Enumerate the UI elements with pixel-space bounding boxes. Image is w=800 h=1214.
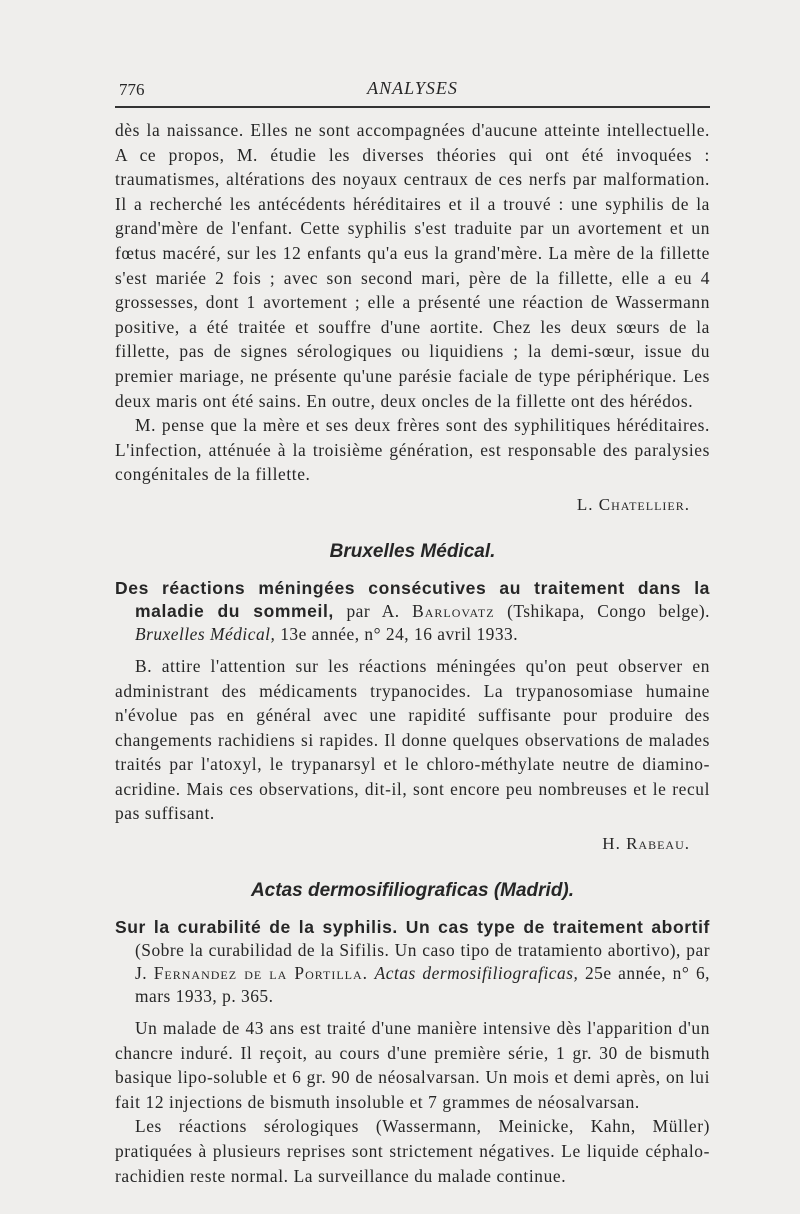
article-author: Fernandez de la Portilla.: [153, 963, 369, 984]
article-source: Bruxelles Médical,: [135, 623, 276, 644]
article-source: Actas dermosifiliograficas,: [374, 963, 579, 984]
body-paragraph: dès la naissance. Elles ne sont accompagnées d'aucune atteinte intellectuelle. A ce propos, M. étudie les diverses théories qui ont été invoquées : traumatismes, altérations des noyaux centraux de ces nerfs par malformation. Il a recherché les antécédents héréditaires et il a trouvé : une syphilis de la grand'mère de l'enfant. Cette syphilis s'est traduite par un avortement et un fœtus macéré, sur les 12 enfants qu'a eus la grand'mère. La mère de la fillette s'est mariée 2 fois ; avec son second mari, père de la fillette, elle a eu 4 grossesses, dont 1 avortement ; elle a présenté une réaction de Wassermann positive, a été traitée et souffre d'une aortite. Chez les deux sœurs de la fillette, pas de signes sérologiques ou liquidiens ; la demi-sœur, issue du premier mariage, ne présente qu'une parésie faciale de type périphérique. Les deux maris ont été sains. En outre, deux oncles de la fillette ont des hérédos.: [115, 120, 710, 411]
article-title-text: Des réactions méningées consécutives au traitement dans la maladie du sommeil,: [115, 577, 710, 621]
body-paragraph: Un malade de 43 ans est traité d'une manière intensive dès l'apparition d'un chancre induré. Il reçoit, au cours d'une première série, 1 gr. 30 de bismuth basique lipo-soluble et 6 gr. 90 de néosalvarsan. Un mois et demi après, on lui fait 12 injections de bismuth insoluble et 7 grammes de néosalvarsan.: [115, 1018, 710, 1112]
journal-heading: Actas dermosifiliograficas (Madrid).: [250, 880, 575, 902]
signature: [115, 834, 690, 854]
body-paragraph: M. pense que la mère et ses deux frères sont des syphilitiques héréditaires. L'infection, atténuée à la troisième génération, est responsable des paralysies congénitales de la fillette.: [115, 415, 710, 485]
running-title: ANALYSES: [367, 78, 458, 98]
running-head: [115, 74, 710, 100]
article-reference: 13e année, n° 24, 16 avril 1933.: [280, 623, 519, 644]
article-by: par A.: [346, 600, 400, 621]
article-title-text: Sur la curabilité de la syphilis. Un cas type de traitement abortif: [115, 917, 710, 938]
header-rule: [115, 106, 710, 108]
article-title: [115, 577, 710, 646]
article-author: Barlovatz: [412, 600, 495, 621]
body-paragraph: B. attire l'attention sur les réactions méningées qu'on peut observer en administrant des médicaments trypanocides. La trypanosomiase humaine n'évolue pas en général avec une rapidité suffisante pour produire des changements rachidiens si rapides. Il donne quelques observations de malades traités par l'atoxyl, le trypanarsyl et le chloro-méthylate neutre de diamino-acridine. Mais ces observations, dit-il, sont encore peu nombreuses et le recul pas suffisant.: [115, 655, 710, 824]
journal-heading: Bruxelles Médical.: [329, 540, 496, 562]
signature-text: H. Rabeau.: [602, 834, 690, 854]
page-number: 776: [119, 80, 145, 99]
article-reference: 25e année, n° 6, mars 1933, p. 365.: [135, 963, 710, 1007]
body-paragraph: Les réactions sérologiques (Wassermann, Meinicke, Kahn, Müller) pratiquées à plusieurs reprises sont strictement négatives. Le liquide céphalo-rachidien reste normal. La surveillance du malade continue.: [115, 1116, 710, 1186]
article-title: [115, 916, 710, 1008]
signature-text: L. Chatellier.: [576, 494, 690, 514]
article-translation: (Sobre la curabilidad de la Sifilis. Un caso tipo de tratamiento abortivo),: [135, 940, 681, 961]
signature: [115, 495, 690, 515]
article-by: par J.: [135, 940, 710, 984]
page: [115, 74, 710, 1188]
article-place: (Tshikapa, Congo belge).: [507, 600, 710, 621]
